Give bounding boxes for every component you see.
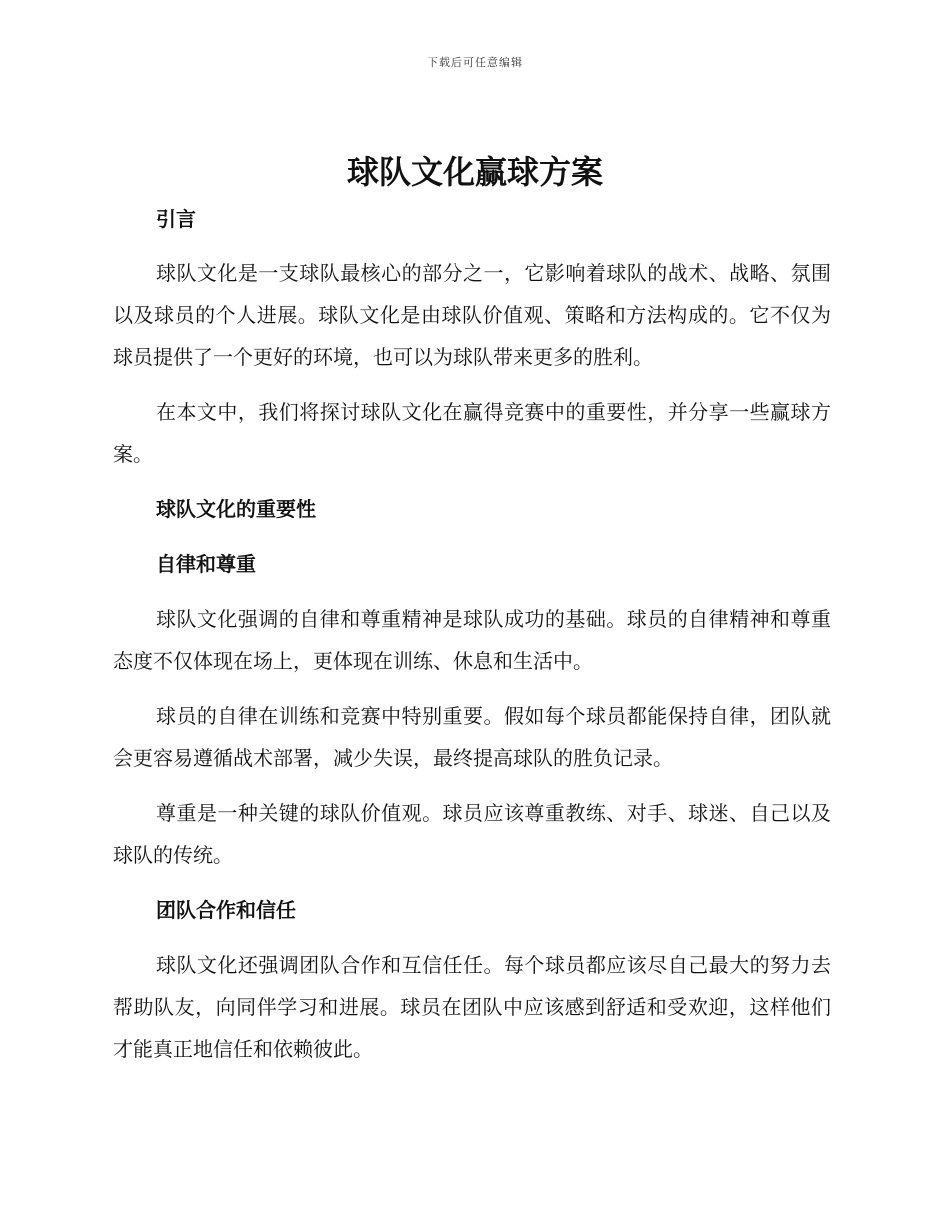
section-heading-intro: 引言: [156, 207, 196, 231]
section-heading-importance: 球队文化的重要性: [156, 497, 316, 521]
paragraph-discipline-1: 球队文化强调的自律和尊重精神是球队成功的基础。球员的自律精神和尊重态度不仅体现在场上，更体现在训练、休息和生活中。: [113, 607, 831, 673]
subsection-heading-teamwork: 团队合作和信任: [156, 898, 296, 922]
paragraph-teamwork-1: 球队文化还强调团队合作和互信任任。每个球员都应该尽自己最大的努力去帮助队友，向同伴学习和进展。球员在团队中应该感到舒适和受欢迎，这样他们才能真正地信任和依赖彼此。: [113, 953, 831, 1061]
paragraph-discipline-3: 尊重是一种关键的球队价值观。球员应该尊重教练、对手、球迷、自己以及球队的传统。: [113, 801, 831, 867]
document-title: 球队文化赢球方案: [346, 153, 603, 191]
paragraph-intro-1: 球队文化是一支球队最核心的部分之一，它影响着球队的战术、战略、氛围以及球员的个人进展。球队文化是由球队价值观、策略和方法构成的。它不仅为球员提供了一个更好的环境，也可以为球队带来更多的胜利。: [113, 261, 831, 369]
page-header-note: 下载后可任意编辑: [427, 56, 523, 69]
paragraph-discipline-2: 球员的自律在训练和竞赛中特别重要。假如每个球员都能保持自律，团队就会更容易遵循战术部署，减少失误，最终提高球队的胜负记录。: [113, 704, 831, 770]
document-body: [113, 198, 831, 1083]
subsection-heading-discipline: 自律和尊重: [156, 552, 256, 576]
paragraph-intro-2: 在本文中，我们将探讨球队文化在赢得竞赛中的重要性，并分享一些赢球方案。: [113, 400, 831, 466]
